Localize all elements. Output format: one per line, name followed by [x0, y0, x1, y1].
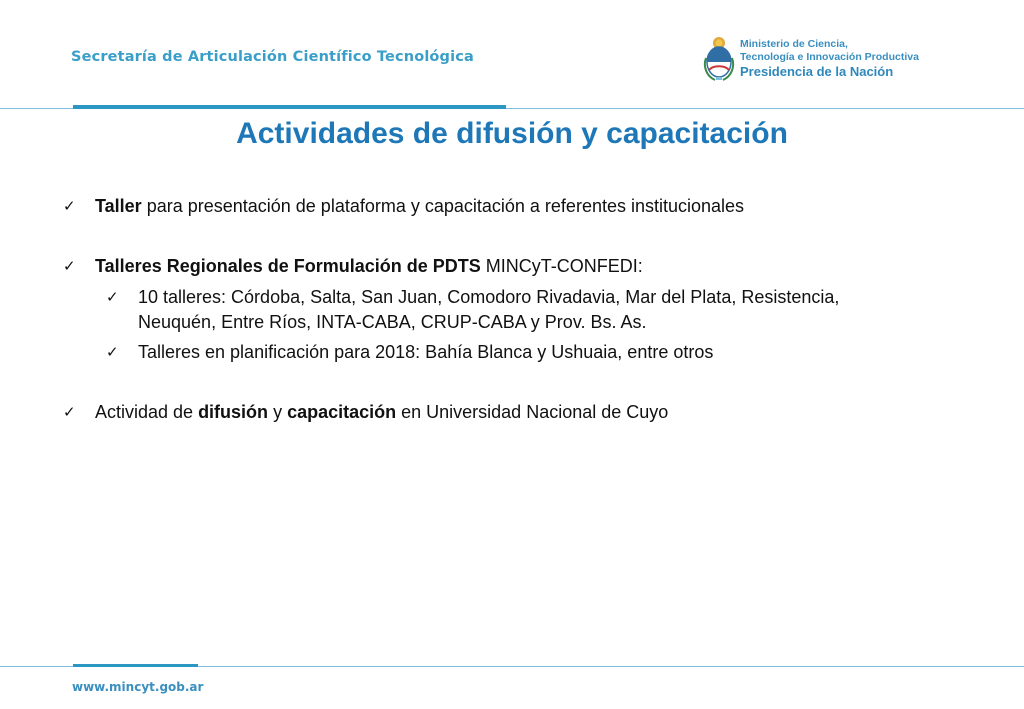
checkmark-icon: ✓ [106, 288, 119, 306]
ministry-line-1: Ministerio de Ciencia, [740, 38, 848, 50]
footer-accent-bar [73, 664, 198, 667]
bullet-talleres-regionales [95, 254, 643, 279]
checkmark-icon: ✓ [63, 197, 76, 215]
bullet-actividad-post: en Universidad Nacional de Cuyo [396, 402, 669, 422]
organization-name: Secretaría de Articulación Científico Tecnológica [71, 49, 474, 65]
slide-title: Actividades de difusión y capacitación [236, 117, 788, 150]
bullet-taller-text: para presentación de plataforma y capacitación a referentes institucionales [141, 196, 745, 216]
footer-url: www.mincyt.gob.ar [72, 680, 204, 694]
argentina-coat-of-arms-icon [703, 34, 735, 82]
bullet-talleres-bold: Talleres Regionales de Formulación de PDTS [95, 256, 481, 276]
bullet-actividad-mid: y [268, 402, 288, 422]
bullet-actividad-pre: Actividad de [95, 402, 199, 422]
bullet-actividad-bold-2: capacitación [287, 402, 397, 422]
checkmark-icon: ✓ [106, 343, 119, 361]
checkmark-icon: ✓ [63, 403, 76, 421]
bullet-actividad-bold-1: difusión [198, 402, 269, 422]
header-accent-bar [73, 105, 506, 109]
ministry-line-2: Tecnología e Innovación Productiva [740, 51, 919, 63]
bullet-taller-bold: Taller [95, 196, 142, 216]
checkmark-icon: ✓ [63, 257, 76, 275]
sub-bullet-10-talleres-line-2: Neuquén, Entre Ríos, INTA-CABA, CRUP-CABA y Prov. Bs. As. [138, 312, 647, 332]
ministry-line-3: Presidencia de la Nación [740, 64, 894, 79]
bullet-actividad-cuyo [95, 400, 668, 425]
sub-bullet-10-talleres-line-1: 10 talleres: Córdoba, Salta, San Juan, Comodoro Rivadavia, Mar del Plata, Resistencia, [138, 287, 840, 307]
bullet-taller [95, 194, 744, 219]
ministry-name [740, 38, 919, 80]
sub-bullet-planificacion: Talleres en planificación para 2018: Bahía Blanca y Ushuaia, entre otros [138, 342, 714, 362]
bullet-talleres-text: MINCyT-CONFEDI: [480, 256, 643, 276]
